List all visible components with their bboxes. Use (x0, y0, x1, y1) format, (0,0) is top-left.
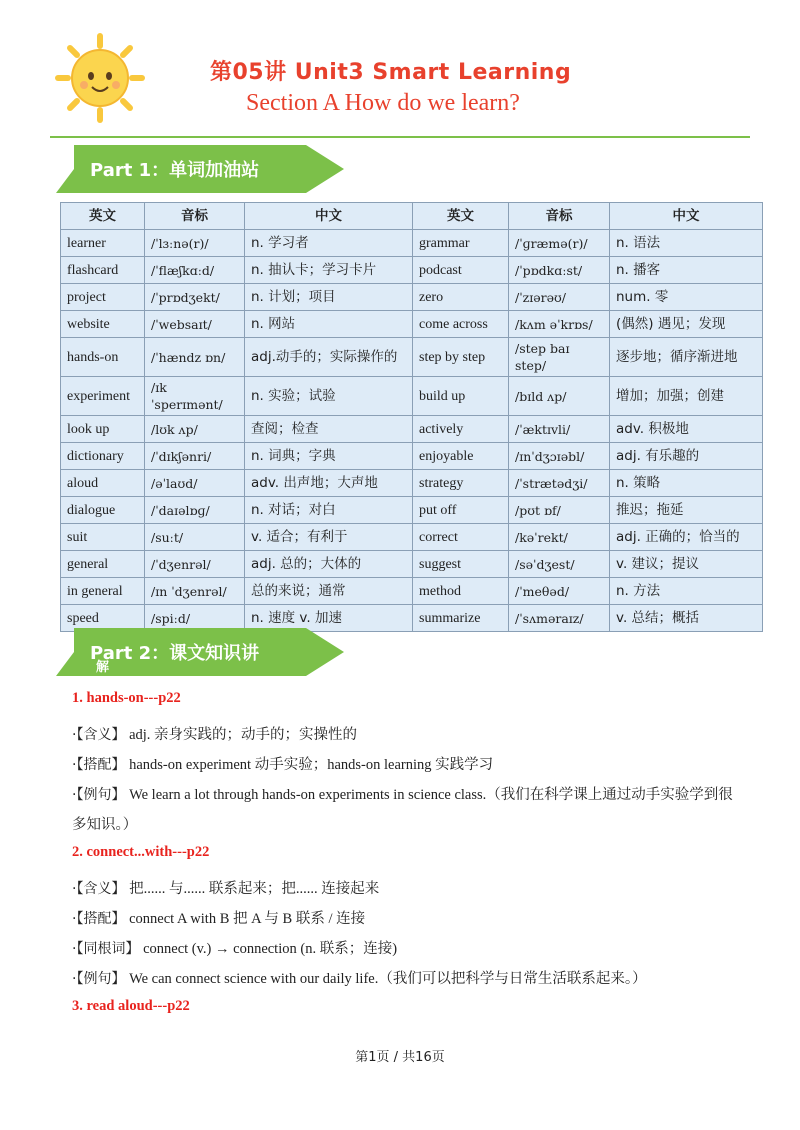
table-row (61, 524, 763, 551)
meaning-cell: v. 总结；概括 (610, 605, 763, 632)
phonetic-cell: /pʊt ɒf/ (509, 497, 610, 524)
header-phonetic: 音标 (145, 203, 245, 230)
word-cell: dialogue (61, 497, 145, 524)
meaning-cell: adv. 出声地；大声地 (245, 470, 413, 497)
table-row (61, 257, 763, 284)
phonetic-cell: /kəˈrekt/ (509, 524, 610, 551)
part1-banner (56, 145, 346, 193)
phonetic-cell: /ˈwebsaɪt/ (145, 311, 245, 338)
word-cell: method (413, 578, 509, 605)
table-row (61, 578, 763, 605)
word-cell: podcast (413, 257, 509, 284)
part2-banner (56, 628, 346, 676)
word-cell: summarize (413, 605, 509, 632)
meaning-cell: v. 适合；有利于 (245, 524, 413, 551)
word-cell: enjoyable (413, 443, 509, 470)
note-heading-2: 2. connect...with---p22 (72, 844, 210, 860)
table-row (61, 497, 763, 524)
word-cell: project (61, 284, 145, 311)
meaning-cell: 总的来说；通常 (245, 578, 413, 605)
phonetic-cell: /ˈlɜːnə(r)/ (145, 230, 245, 257)
page-title: 第05讲 Unit3 Smart Learning (210, 60, 572, 85)
table-row (61, 470, 763, 497)
phonetic-cell: /ɪkˈsperɪmənt/ (145, 377, 245, 416)
phonetic-cell: /əˈlaʊd/ (145, 470, 245, 497)
note-line (72, 720, 742, 750)
table-row (61, 416, 763, 443)
meaning-cell: n. 对话；对白 (245, 497, 413, 524)
phonetic-cell: /ˈsʌməraɪz/ (509, 605, 610, 632)
note-heading-3: 3. read aloud---p22 (72, 998, 190, 1014)
part2-label: Part 2：课文知识讲 (90, 643, 260, 664)
table-row (61, 311, 763, 338)
table-row (61, 338, 763, 377)
word-cell: suit (61, 524, 145, 551)
note-text: We can connect science with our daily life.（我们可以把科学与日常生活联系起来。） (129, 971, 647, 987)
meaning-cell: adj. 正确的；恰当的 (610, 524, 763, 551)
meaning-cell: 增加；加强；创建 (610, 377, 763, 416)
word-cell: dictionary (61, 443, 145, 470)
word-cell: strategy (413, 470, 509, 497)
part2-label-wrap: 解 (96, 660, 110, 675)
meaning-cell: n. 计划；项目 (245, 284, 413, 311)
phonetic-cell: /ˈstrætədʒi/ (509, 470, 610, 497)
note-tag: ·【搭配】 (72, 911, 126, 927)
sun-mascot-icon (50, 30, 150, 125)
meaning-cell: n. 策略 (610, 470, 763, 497)
word-cell: speed (61, 605, 145, 632)
word-cell: website (61, 311, 145, 338)
header-chinese: 中文 (245, 203, 413, 230)
word-cell: build up (413, 377, 509, 416)
note-tag: ·【含义】 (72, 881, 126, 897)
word-cell: zero (413, 284, 509, 311)
header-divider (50, 136, 750, 138)
phonetic-cell: /ˈæktɪvli/ (509, 416, 610, 443)
header-english: 英文 (413, 203, 509, 230)
phonetic-cell: /suːt/ (145, 524, 245, 551)
meaning-cell: num. 零 (610, 284, 763, 311)
note-text: hands-on experiment 动手实验；hands-on learning 实践学习 (129, 757, 494, 773)
phonetic-cell: /səˈdʒest/ (509, 551, 610, 578)
note-line (72, 964, 742, 994)
phonetic-cell: /bɪld ʌp/ (509, 377, 610, 416)
note-line (72, 780, 742, 840)
note-tag: ·【例句】 (72, 787, 126, 803)
phonetic-cell: /kʌm əˈkrɒs/ (509, 311, 610, 338)
part1-label: Part 1：单词加油站 (90, 160, 260, 181)
phonetic-cell: /ɪn ˈdʒenrəl/ (145, 578, 245, 605)
note-tag: ·【含义】 (72, 727, 126, 743)
word-cell: learner (61, 230, 145, 257)
note-line (72, 874, 742, 904)
meaning-cell: adj.动手的；实际操作的 (245, 338, 413, 377)
note-text: 把...... 与...... 联系起来；把...... 连接起来 (129, 881, 380, 897)
note-line (72, 904, 742, 934)
word-cell: grammar (413, 230, 509, 257)
note-text: We learn a lot through hands-on experiments in science class.（我们在科学课上通过动手实验学到很多知识。） (72, 787, 733, 833)
meaning-cell: n. 网站 (245, 311, 413, 338)
note-tag: ·【例句】 (72, 971, 126, 987)
table-row (61, 377, 763, 416)
word-cell: suggest (413, 551, 509, 578)
table-header-row (61, 203, 763, 230)
phonetic-cell: /ˈprɒdʒekt/ (145, 284, 245, 311)
meaning-cell: n. 学习者 (245, 230, 413, 257)
word-cell: come across (413, 311, 509, 338)
meaning-cell: n. 速度 v. 加速 (245, 605, 413, 632)
table-row (61, 551, 763, 578)
meaning-cell: adv. 积极地 (610, 416, 763, 443)
header-english: 英文 (61, 203, 145, 230)
phonetic-cell: /spiːd/ (145, 605, 245, 632)
meaning-cell: n. 语法 (610, 230, 763, 257)
meaning-cell: n. 词典；字典 (245, 443, 413, 470)
phonetic-cell: /ˈmeθəd/ (509, 578, 610, 605)
note-heading-1: 1. hands-on---p22 (72, 690, 181, 706)
word-cell: in general (61, 578, 145, 605)
header-phonetic: 音标 (509, 203, 610, 230)
phonetic-cell: /ˈpɒdkɑːst/ (509, 257, 610, 284)
meaning-cell: v. 建议；提议 (610, 551, 763, 578)
phonetic-cell: /ˈdʒenrəl/ (145, 551, 245, 578)
note-tag: ·【搭配】 (72, 757, 126, 773)
word-cell: general (61, 551, 145, 578)
word-cell: correct (413, 524, 509, 551)
note-text: adj. 亲身实践的；动手的；实操性的 (129, 727, 358, 743)
note-tag: ·【同根词】 (72, 941, 140, 957)
phonetic-cell: /ˈhændz ɒn/ (145, 338, 245, 377)
phonetic-cell: /ˈdaɪəlɒɡ/ (145, 497, 245, 524)
note-text: connect A with B 把 A 与 B 联系 / 连接 (129, 911, 366, 927)
phonetic-cell: /step baɪ step/ (509, 338, 610, 377)
word-cell: put off (413, 497, 509, 524)
note-text: connect (v.) → connection (n. 联系；连接) (143, 941, 398, 957)
word-cell: hands-on (61, 338, 145, 377)
note-line (72, 750, 742, 780)
word-cell: step by step (413, 338, 509, 377)
phonetic-cell: /ˈdɪkʃənri/ (145, 443, 245, 470)
phonetic-cell: /ˈzɪərəʊ/ (509, 284, 610, 311)
meaning-cell: n. 实验；试验 (245, 377, 413, 416)
word-cell: experiment (61, 377, 145, 416)
meaning-cell: n. 方法 (610, 578, 763, 605)
word-cell: flashcard (61, 257, 145, 284)
word-cell: look up (61, 416, 145, 443)
phonetic-cell: /lʊk ʌp/ (145, 416, 245, 443)
meaning-cell: (偶然) 遇见；发现 (610, 311, 763, 338)
header-chinese: 中文 (610, 203, 763, 230)
page-subtitle: Section A How do we learn? (246, 90, 520, 116)
phonetic-cell: /ɪnˈdʒɔɪəbl/ (509, 443, 610, 470)
table-row (61, 443, 763, 470)
table-row (61, 230, 763, 257)
page-footer: 第1页 / 共16页 (355, 1050, 445, 1065)
table-row (61, 284, 763, 311)
meaning-cell: adj. 有乐趣的 (610, 443, 763, 470)
meaning-cell: 逐步地；循序渐进地 (610, 338, 763, 377)
meaning-cell: 查阅；检查 (245, 416, 413, 443)
phonetic-cell: /ˈɡræmə(r)/ (509, 230, 610, 257)
word-cell: actively (413, 416, 509, 443)
word-cell: aloud (61, 470, 145, 497)
meaning-cell: n. 抽认卡；学习卡片 (245, 257, 413, 284)
vocab-table (60, 202, 763, 632)
meaning-cell: 推迟；拖延 (610, 497, 763, 524)
meaning-cell: adj. 总的；大体的 (245, 551, 413, 578)
notes-section (72, 690, 742, 1028)
meaning-cell: n. 播客 (610, 257, 763, 284)
note-line (72, 934, 742, 964)
phonetic-cell: /ˈflæʃkɑːd/ (145, 257, 245, 284)
